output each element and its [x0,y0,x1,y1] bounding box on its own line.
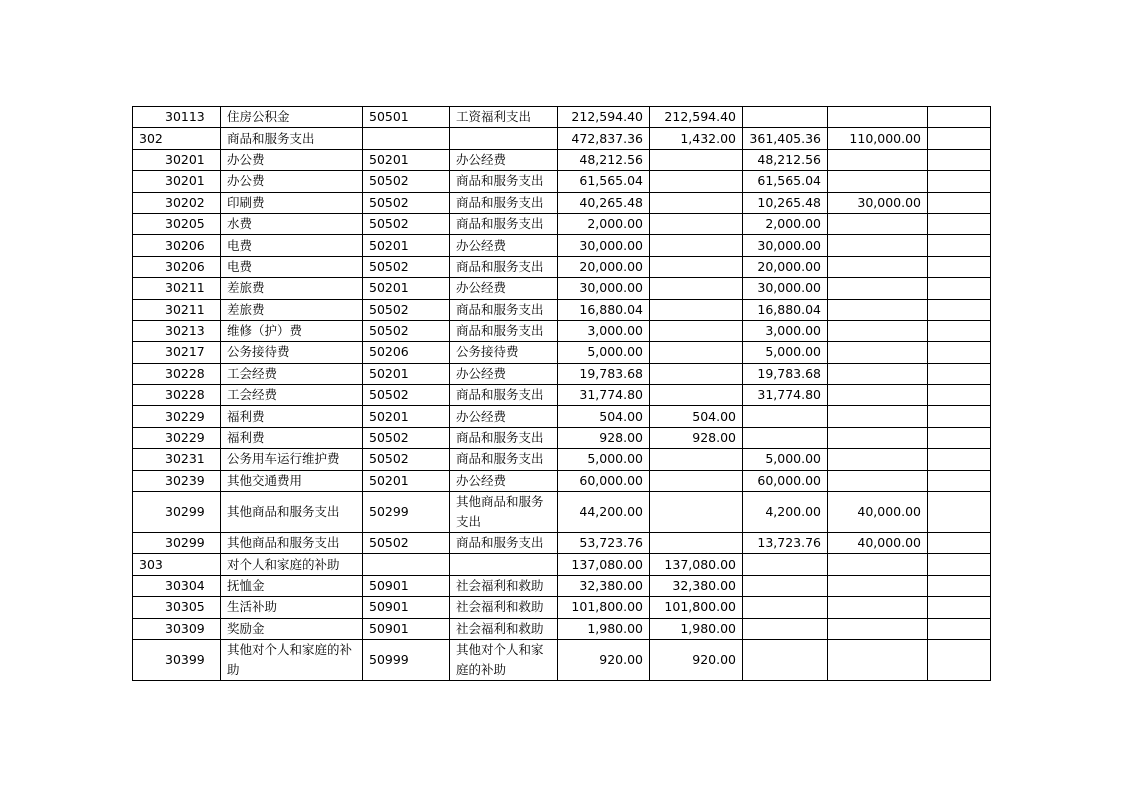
cell-economic-code: 50901 [363,575,450,596]
cell-function-name: 生活补助 [221,597,363,618]
cell-function-name: 公务用车运行维护费 [221,449,363,470]
cell-function-code: 30201 [133,149,221,170]
cell-other [928,639,991,680]
cell-basic-expenditure [650,533,743,554]
cell-basic-expenditure [650,278,743,299]
cell-economic-code: 50502 [363,533,450,554]
cell-economic-name: 工资福利支出 [450,107,558,128]
cell-function-code: 30206 [133,256,221,277]
cell-total: 5,000.00 [558,342,650,363]
cell-basic-expenditure: 32,380.00 [650,575,743,596]
cell-project-expenditure-2 [828,213,928,234]
cell-economic-name: 办公经费 [450,235,558,256]
cell-total: 101,800.00 [558,597,650,618]
cell-economic-name: 商品和服务支出 [450,171,558,192]
table-row [133,213,991,234]
cell-total: 44,200.00 [558,492,650,533]
table-row [133,427,991,448]
cell-project-expenditure-2 [828,449,928,470]
cell-basic-expenditure [650,385,743,406]
cell-function-name: 工会经费 [221,363,363,384]
cell-other [928,618,991,639]
cell-project-expenditure [743,406,828,427]
cell-economic-code: 50502 [363,192,450,213]
cell-basic-expenditure [650,149,743,170]
cell-function-code: 30205 [133,213,221,234]
cell-project-expenditure [743,597,828,618]
table-row [133,128,991,149]
cell-economic-code: 50201 [363,149,450,170]
cell-total: 16,880.04 [558,299,650,320]
table-row [133,107,991,128]
cell-other [928,406,991,427]
cell-function-code: 30231 [133,449,221,470]
cell-economic-code: 50201 [363,278,450,299]
cell-function-name: 福利费 [221,427,363,448]
cell-function-code: 30206 [133,235,221,256]
cell-function-name: 维修（护）费 [221,320,363,341]
cell-other [928,363,991,384]
cell-basic-expenditure: 920.00 [650,639,743,680]
cell-other [928,128,991,149]
cell-other [928,213,991,234]
cell-economic-name: 办公经费 [450,278,558,299]
cell-project-expenditure-2 [828,149,928,170]
cell-total: 504.00 [558,406,650,427]
table-row [133,470,991,491]
cell-function-code: 30239 [133,470,221,491]
cell-total: 928.00 [558,427,650,448]
cell-project-expenditure-2 [828,470,928,491]
cell-project-expenditure [743,427,828,448]
cell-function-code: 30304 [133,575,221,596]
table-row [133,299,991,320]
cell-project-expenditure [743,575,828,596]
cell-total: 212,594.40 [558,107,650,128]
cell-function-code: 30229 [133,406,221,427]
cell-economic-code: 50999 [363,639,450,680]
cell-project-expenditure-2 [828,342,928,363]
cell-project-expenditure-2 [828,427,928,448]
cell-project-expenditure: 30,000.00 [743,235,828,256]
cell-economic-name: 办公经费 [450,470,558,491]
cell-project-expenditure-2 [828,299,928,320]
cell-function-name: 办公费 [221,171,363,192]
cell-project-expenditure: 5,000.00 [743,449,828,470]
cell-basic-expenditure [650,171,743,192]
cell-economic-name [450,128,558,149]
cell-other [928,107,991,128]
cell-function-name: 对个人和家庭的补助 [221,554,363,575]
cell-function-name: 公务接待费 [221,342,363,363]
cell-basic-expenditure: 928.00 [650,427,743,448]
cell-basic-expenditure [650,342,743,363]
cell-economic-code: 50502 [363,171,450,192]
cell-economic-code: 50201 [363,470,450,491]
cell-economic-name: 商品和服务支出 [450,449,558,470]
cell-project-expenditure: 61,565.04 [743,171,828,192]
cell-project-expenditure-2 [828,639,928,680]
cell-basic-expenditure: 1,432.00 [650,128,743,149]
cell-function-code: 30305 [133,597,221,618]
cell-other [928,342,991,363]
cell-total: 40,265.48 [558,192,650,213]
cell-other [928,299,991,320]
cell-project-expenditure-2 [828,618,928,639]
cell-economic-name: 社会福利和救助 [450,575,558,596]
cell-economic-code: 50502 [363,385,450,406]
cell-project-expenditure-2 [828,597,928,618]
cell-total: 19,783.68 [558,363,650,384]
cell-total: 920.00 [558,639,650,680]
cell-total: 5,000.00 [558,449,650,470]
cell-economic-code: 50206 [363,342,450,363]
cell-function-name: 差旅费 [221,299,363,320]
table-row [133,597,991,618]
cell-project-expenditure: 30,000.00 [743,278,828,299]
cell-economic-name: 商品和服务支出 [450,192,558,213]
cell-project-expenditure: 20,000.00 [743,256,828,277]
cell-other [928,171,991,192]
cell-economic-name: 办公经费 [450,363,558,384]
cell-function-name: 办公费 [221,149,363,170]
cell-project-expenditure-2 [828,385,928,406]
table-row [133,278,991,299]
cell-basic-expenditure: 137,080.00 [650,554,743,575]
cell-project-expenditure-2 [828,107,928,128]
cell-economic-code: 50502 [363,213,450,234]
cell-other [928,470,991,491]
cell-function-name: 电费 [221,235,363,256]
cell-function-name: 其他对个人和家庭的补助 [221,639,363,680]
cell-economic-code [363,128,450,149]
cell-total: 61,565.04 [558,171,650,192]
table-row [133,320,991,341]
cell-function-code: 303 [133,554,221,575]
cell-economic-name: 商品和服务支出 [450,299,558,320]
cell-project-expenditure: 19,783.68 [743,363,828,384]
cell-function-name: 住房公积金 [221,107,363,128]
cell-economic-code: 50502 [363,427,450,448]
cell-function-code: 30399 [133,639,221,680]
cell-economic-code: 50502 [363,320,450,341]
cell-project-expenditure-2: 40,000.00 [828,533,928,554]
cell-function-name: 福利费 [221,406,363,427]
cell-other [928,278,991,299]
cell-other [928,554,991,575]
cell-project-expenditure-2: 40,000.00 [828,492,928,533]
cell-function-code: 30228 [133,385,221,406]
cell-project-expenditure-2 [828,554,928,575]
cell-function-name: 电费 [221,256,363,277]
cell-economic-code: 50502 [363,299,450,320]
cell-economic-code: 50901 [363,618,450,639]
table-row [133,149,991,170]
cell-function-name: 其他商品和服务支出 [221,533,363,554]
cell-function-name: 印刷费 [221,192,363,213]
table-row [133,492,991,533]
table-row [133,575,991,596]
cell-function-code: 30299 [133,533,221,554]
cell-basic-expenditure: 504.00 [650,406,743,427]
cell-economic-code: 50201 [363,235,450,256]
cell-economic-name [450,554,558,575]
cell-economic-name: 其他商品和服务支出 [450,492,558,533]
cell-other [928,575,991,596]
table-row [133,192,991,213]
cell-basic-expenditure: 212,594.40 [650,107,743,128]
cell-function-code: 30309 [133,618,221,639]
cell-project-expenditure [743,639,828,680]
cell-function-name: 奖励金 [221,618,363,639]
cell-function-name: 工会经费 [221,385,363,406]
cell-project-expenditure-2 [828,363,928,384]
cell-other [928,385,991,406]
cell-basic-expenditure: 101,800.00 [650,597,743,618]
cell-project-expenditure: 16,880.04 [743,299,828,320]
cell-project-expenditure-2 [828,406,928,427]
cell-basic-expenditure [650,192,743,213]
cell-economic-name: 商品和服务支出 [450,533,558,554]
cell-basic-expenditure [650,299,743,320]
cell-function-code: 30211 [133,299,221,320]
cell-economic-code: 50201 [363,406,450,427]
cell-project-expenditure: 10,265.48 [743,192,828,213]
cell-economic-code: 50299 [363,492,450,533]
table-row [133,256,991,277]
cell-project-expenditure: 31,774.80 [743,385,828,406]
cell-project-expenditure-2 [828,256,928,277]
cell-total: 32,380.00 [558,575,650,596]
cell-basic-expenditure [650,256,743,277]
cell-total: 30,000.00 [558,235,650,256]
cell-economic-code: 50201 [363,363,450,384]
cell-other [928,256,991,277]
cell-project-expenditure-2 [828,278,928,299]
cell-economic-name: 公务接待费 [450,342,558,363]
cell-other [928,533,991,554]
cell-project-expenditure-2 [828,235,928,256]
cell-function-code: 302 [133,128,221,149]
cell-economic-code [363,554,450,575]
cell-project-expenditure-2 [828,171,928,192]
cell-economic-name: 商品和服务支出 [450,213,558,234]
cell-other [928,597,991,618]
table-row [133,406,991,427]
cell-total: 1,980.00 [558,618,650,639]
cell-project-expenditure-2: 110,000.00 [828,128,928,149]
cell-basic-expenditure [650,449,743,470]
cell-economic-name: 社会福利和救助 [450,618,558,639]
table-row [133,385,991,406]
cell-economic-code: 50502 [363,449,450,470]
cell-function-code: 30228 [133,363,221,384]
cell-function-code: 30201 [133,171,221,192]
cell-project-expenditure: 2,000.00 [743,213,828,234]
cell-project-expenditure [743,554,828,575]
cell-other [928,449,991,470]
table-row [133,533,991,554]
budget-table-body [133,107,991,681]
cell-economic-code: 50901 [363,597,450,618]
budget-table [132,106,991,681]
cell-total: 30,000.00 [558,278,650,299]
table-row [133,342,991,363]
cell-total: 137,080.00 [558,554,650,575]
cell-function-name: 其他交通费用 [221,470,363,491]
cell-function-name: 商品和服务支出 [221,128,363,149]
cell-project-expenditure-2 [828,575,928,596]
cell-function-name: 水费 [221,213,363,234]
cell-project-expenditure-2 [828,320,928,341]
cell-other [928,235,991,256]
cell-function-code: 30217 [133,342,221,363]
table-row [133,449,991,470]
cell-basic-expenditure [650,320,743,341]
cell-economic-name: 商品和服务支出 [450,320,558,341]
cell-project-expenditure: 3,000.00 [743,320,828,341]
cell-economic-name: 社会福利和救助 [450,597,558,618]
cell-function-code: 30229 [133,427,221,448]
cell-total: 60,000.00 [558,470,650,491]
cell-project-expenditure [743,107,828,128]
cell-project-expenditure: 60,000.00 [743,470,828,491]
table-row [133,363,991,384]
cell-basic-expenditure [650,470,743,491]
cell-project-expenditure-2: 30,000.00 [828,192,928,213]
table-row [133,171,991,192]
cell-function-name: 抚恤金 [221,575,363,596]
cell-project-expenditure: 5,000.00 [743,342,828,363]
cell-total: 53,723.76 [558,533,650,554]
cell-basic-expenditure: 1,980.00 [650,618,743,639]
cell-basic-expenditure [650,492,743,533]
cell-function-name: 差旅费 [221,278,363,299]
cell-economic-name: 商品和服务支出 [450,256,558,277]
cell-function-name: 其他商品和服务支出 [221,492,363,533]
cell-other [928,320,991,341]
cell-other [928,149,991,170]
cell-economic-name: 商品和服务支出 [450,385,558,406]
cell-other [928,192,991,213]
cell-economic-name: 其他对个人和家庭的补助 [450,639,558,680]
cell-economic-name: 商品和服务支出 [450,427,558,448]
cell-function-code: 30113 [133,107,221,128]
cell-function-code: 30213 [133,320,221,341]
cell-total: 31,774.80 [558,385,650,406]
cell-economic-name: 办公经费 [450,406,558,427]
table-row [133,639,991,680]
cell-economic-code: 50501 [363,107,450,128]
cell-other [928,492,991,533]
cell-total: 2,000.00 [558,213,650,234]
cell-total: 20,000.00 [558,256,650,277]
cell-economic-code: 50502 [363,256,450,277]
cell-economic-name: 办公经费 [450,149,558,170]
cell-basic-expenditure [650,363,743,384]
cell-project-expenditure: 4,200.00 [743,492,828,533]
cell-project-expenditure [743,618,828,639]
cell-function-code: 30202 [133,192,221,213]
cell-total: 3,000.00 [558,320,650,341]
cell-basic-expenditure [650,213,743,234]
table-row [133,618,991,639]
cell-project-expenditure: 13,723.76 [743,533,828,554]
cell-function-code: 30211 [133,278,221,299]
cell-function-code: 30299 [133,492,221,533]
table-row [133,235,991,256]
table-row [133,554,991,575]
cell-project-expenditure: 361,405.36 [743,128,828,149]
cell-other [928,427,991,448]
cell-total: 48,212.56 [558,149,650,170]
cell-basic-expenditure [650,235,743,256]
cell-total: 472,837.36 [558,128,650,149]
cell-project-expenditure: 48,212.56 [743,149,828,170]
